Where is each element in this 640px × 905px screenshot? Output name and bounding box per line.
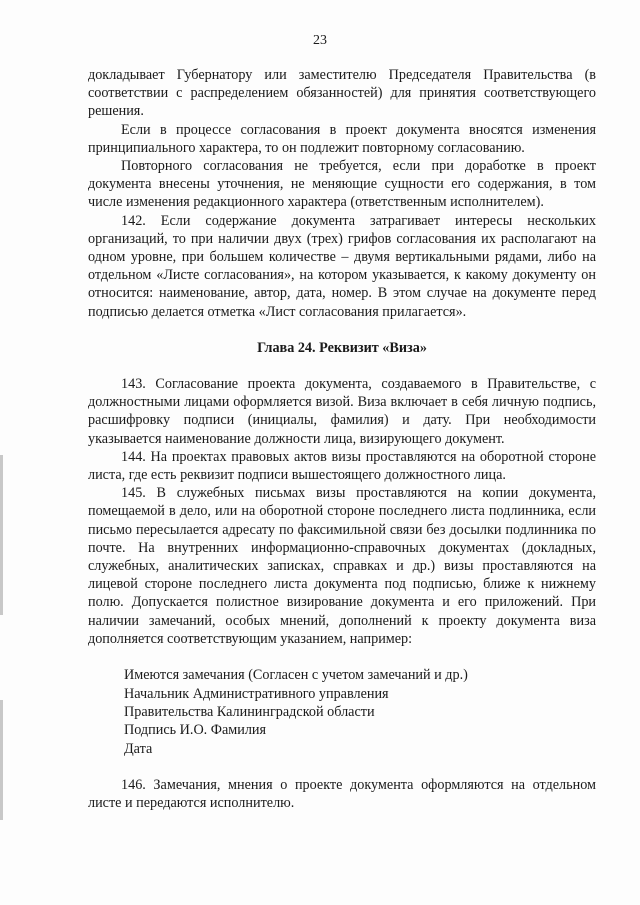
visa-sample-line: Начальник Административного управления: [124, 685, 389, 702]
visa-sample-block: [88, 666, 596, 758]
document-body: [88, 66, 596, 813]
visa-sample-line: Имеются замечания (Согласен с учетом замечаний и др.): [124, 667, 468, 684]
paragraph: Повторного согласования не требуется, если при доработке в проект документа внесены уточнения, не меняющие сущности его содержания, в том числе изменения редакционного характера (ответственным исполнителем).: [88, 158, 596, 211]
chapter-heading: Глава 24. Реквизит «Виза»: [257, 339, 427, 356]
visa-sample-line: Дата: [124, 740, 153, 757]
paragraph-continuation: докладывает Губернатору или заместителю Председателя Правительства (в соответствии с распределением обязанностей) для принятия соответствующего решения.: [88, 67, 596, 120]
visa-sample-line: Правительства Калининградской области: [124, 703, 375, 720]
paragraph-143: 143. Согласование проекта документа, создаваемого в Правительстве, с должностными лицами оформляется визой. Виза включает в себя личную подпись, расшифровку подписи (инициалы, фамилия) и дату. При необходимости указывается наименование должности лица, визирующего документ.: [88, 376, 596, 447]
paragraph-142: 142. Если содержание документа затрагивает интересы нескольких организаций, то при наличии двух (трех) грифов согласования их располагают на одном уровне, при большем количестве – двумя вертикальными рядами, либо на отдельном «Листе согласования», на котором указывается, к какому документу он относится: наименование, автор, дата, номер. В этом случае на документе перед подписью делается отметка «Лист согласования прилагается».: [88, 212, 596, 320]
paragraph-146: 146. Замечания, мнения о проекте документа оформляются на отдельном листе и передаются исполнителю.: [88, 777, 596, 812]
paragraph-145: 145. В служебных письмах визы проставляются на копии документа, помещаемой в дело, или на оборотной стороне последнего листа подлинника, если письмо пересылается адресату по факсимильной связи без досылки подлинника по почте. На внутренних информационно-справочных документах (докладных, служебных, аналитических записках, справках и др.) визы проставляются на лицевой стороне последнего листа документа под подписью, ближе к нижнему полю. Допускается полистное визирование документа и его приложений. При наличии замечаний, особых мнений, дополнений к проекту документа виза дополняется соответствующим указанием, например:: [88, 485, 596, 647]
scan-edge-mark: [0, 455, 3, 615]
scan-edge-mark: [0, 700, 3, 820]
visa-sample-line: Подпись И.О. Фамилия: [124, 722, 267, 739]
paragraph: Если в процессе согласования в проект документа вносятся изменения принципиального характера, то он подлежит повторному согласованию.: [88, 121, 596, 156]
paragraph-144: 144. На проектах правовых актов визы проставляются на оборотной стороне листа, где есть реквизит подписи вышестоящего должностного лица.: [88, 448, 596, 484]
page-number: 23: [313, 33, 327, 48]
